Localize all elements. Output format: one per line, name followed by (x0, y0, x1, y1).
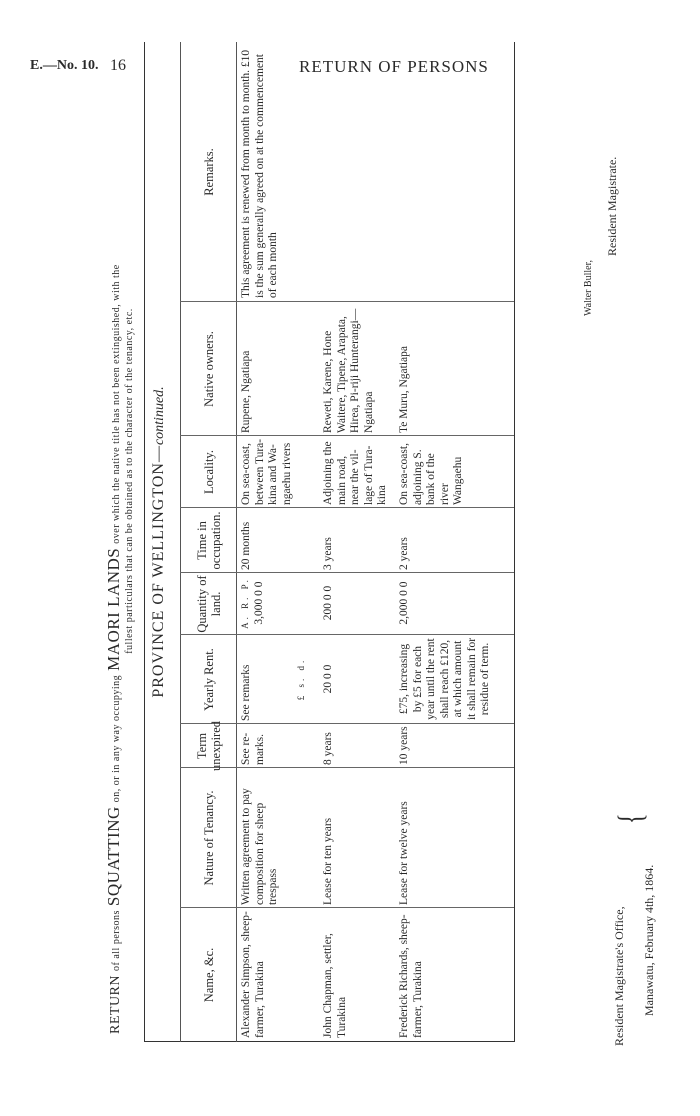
row3-nature: Lease for twelve years (398, 801, 410, 905)
column-divider (180, 907, 514, 908)
row3-quantity: 2,000 0 0 (398, 581, 410, 625)
table-left-rule (144, 1041, 515, 1042)
money-units: £ s. d. (296, 657, 306, 701)
column-divider (180, 507, 514, 508)
row3-name: Frederick Richards, sheep-farmer, Turakina (398, 914, 424, 1038)
title-part-4: MAORI LANDS (104, 547, 123, 671)
row3-rent: £75, increasing by £5 for each year until the rent shall reach £120, at which amount it shall remain for residue of term. (398, 637, 492, 721)
row3-term: 10 years (398, 726, 410, 765)
row3-owners: Te Muru, Ngatiapa (398, 345, 410, 433)
title-part-2: SQUATTING (104, 806, 123, 907)
row3-time: 2 years (398, 537, 410, 570)
row2-rent: 20 0 0 (322, 664, 334, 694)
brace-mark: { (610, 813, 651, 824)
column-header-time: Time in occupation. (194, 511, 223, 570)
column-header-remarks: Remarks. (201, 148, 216, 196)
header-top-rule (180, 42, 181, 1042)
header-bottom-rule (236, 42, 237, 1042)
row2-quantity: 200 0 0 (322, 585, 334, 621)
row1-nature: Written agreement to pay composition for sheep trespass (240, 788, 280, 905)
row1-owners: Rupene, Ngatiapa (240, 350, 252, 433)
column-divider (180, 435, 514, 436)
column-header-quantity: Quantity of land. (194, 575, 223, 633)
signatory-name (580, 260, 595, 316)
column-divider (180, 723, 514, 724)
row1-term: See re-marks. (240, 732, 266, 765)
row1-remarks: This agreement is renewed from month to month. £10 is the sum generally agreed on at the commencement of each month (240, 49, 280, 298)
column-divider (180, 572, 514, 573)
column-divider (180, 301, 514, 302)
row2-owners: Reweti, Karene, Hone Waitere, Tipene, Arapata, Hirea, Pi-riji Hunterangi— Ngatiapa (322, 308, 375, 433)
column-header-name: Name, &c. (201, 947, 216, 1003)
column-header-term: Term unexpired (194, 721, 223, 771)
column-header-owners: Native owners. (201, 331, 216, 407)
table-bottom-rule (514, 42, 515, 1042)
row2-term: 8 years (322, 732, 334, 765)
document-title (104, 44, 124, 1034)
province-heading (150, 42, 168, 1042)
row2-time: 3 years (322, 537, 334, 570)
row1-time: 20 months (240, 521, 252, 570)
signatory-name-text: Walter Buller, (583, 260, 594, 316)
signatory-title: Resident Magistrate. (605, 156, 619, 256)
row1-name: Alexander Simpson, sheep-farmer, Turakina (240, 911, 266, 1038)
province-suffix: continued. (152, 386, 167, 446)
row1-locality: On sea-coast, between Tura-kina and Wa-ngaehu rivers (240, 438, 293, 505)
table-top-rule (144, 42, 145, 1042)
title-part-5: over which the native title has not been extinguished, with the (111, 264, 122, 544)
page-reference: E.—No. 10. (30, 58, 99, 73)
column-header-rent: Yearly Rent. (201, 648, 216, 711)
row2-name: John Chapman, settler, Turakina (322, 933, 348, 1038)
column-divider (180, 767, 514, 768)
land-units: A. R. P. (240, 577, 250, 629)
office-line: Resident Magistrate's Office, (612, 906, 626, 1046)
row1-rent: See remarks (240, 664, 252, 721)
column-header-locality: Locality. (201, 450, 216, 494)
row1-quantity: 3,000 0 0 (253, 581, 265, 625)
column-divider (180, 634, 514, 635)
row2-locality: Adjoining the main road, near the vil-lage of Tura-kina (322, 441, 389, 505)
row2-nature: Lease for ten years (322, 817, 334, 905)
province-name: PROVINCE OF WELLINGTON— (150, 445, 167, 698)
document-subtitle: fullest particulars that can be obtained as to the character of the tenancy, etc. (124, 308, 135, 654)
title-prefix: RETURN (108, 975, 123, 1034)
running-head: RETURN OF PERSONS (299, 57, 489, 76)
row3-locality: On sea-coast, adjoining S. bank of the river Wangaehu (398, 443, 465, 505)
page-number: 16 (110, 57, 126, 74)
title-part-3: on, or in any way occupying (111, 674, 122, 803)
date-line: Manawatu, February 4th, 1864. (642, 864, 656, 1016)
column-header-nature: Nature of Tenancy. (201, 790, 216, 886)
title-part-1: of all persons (111, 910, 122, 971)
